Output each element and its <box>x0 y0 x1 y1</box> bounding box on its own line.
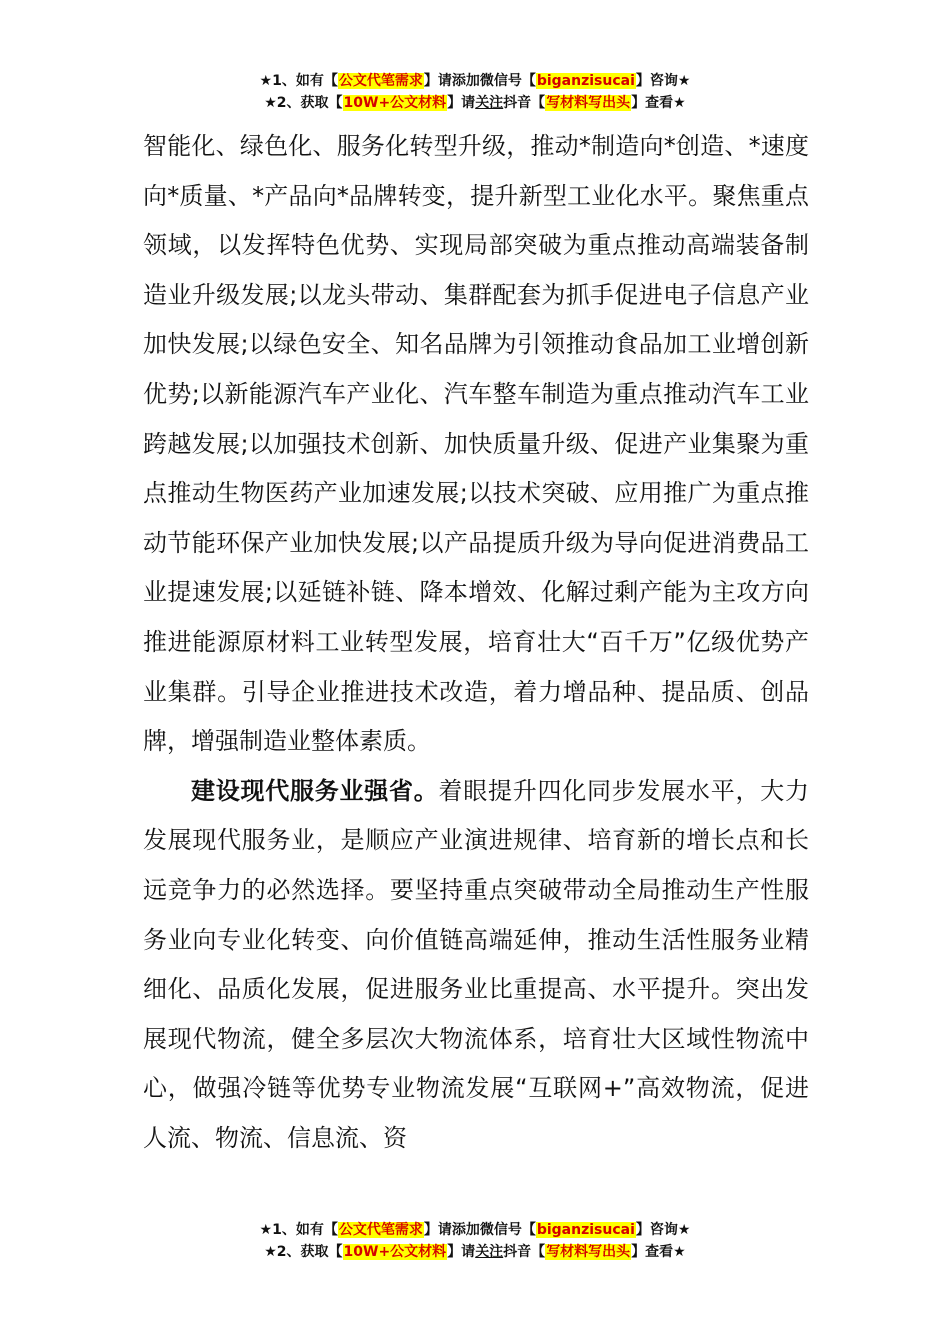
document-body <box>143 122 809 1163</box>
highlight-service: 公文代笔需求 <box>338 73 423 89</box>
paragraph-1: 智能化、绿色化、服务化转型升级，推动*制造向*创造、*速度向*质量、*产品向*品牌转变，提升新型工业化水平。聚焦重点领域，以发挥特色优势、实现局部突破为重点推动高端装备制造业升级发展;以龙头带动、集群配套为抓手促进电子信息产业加快发展;以绿色安全、知名品牌为引领推动食品加工业增创新优势;以新能源汽车产业化、汽车整车制造为重点推动汽车工业跨越发展;以加强技术创新、加快质量升级、促进产业集聚为重点推动生物医药产业加速发展;以技术突破、应用推广为重点推动节能环保产业加快发展;以产品提质升级为导向促进消费品工业提速发展;以延链补链、降本增效、化解过剩产能为主攻方向推进能源原材料工业转型发展，培育壮大“百千万”亿级优势产业集群。引导企业推进技术改造，着力增品种、提品质、创品牌，增强制造业整体素质。 <box>143 132 809 756</box>
banner-text: 抖音【 <box>503 95 546 111</box>
highlight-materials: 10W+公文材料 <box>343 1244 447 1260</box>
banner-text: 】请 <box>447 1244 476 1260</box>
banner-text: 】咨询★ <box>635 1222 691 1238</box>
banner-line-1 <box>0 70 950 92</box>
banner-text: 】请 <box>447 95 476 111</box>
paragraph-2 <box>143 767 809 1164</box>
banner-text: 抖音【 <box>503 1244 546 1260</box>
banner-text: ★2、获取【 <box>264 1244 343 1260</box>
highlight-materials: 10W+公文材料 <box>343 95 447 111</box>
banner-text: 】咨询★ <box>635 73 691 89</box>
banner-text: 】查看★ <box>631 1244 686 1260</box>
banner-text: 】查看★ <box>631 95 686 111</box>
header-banner <box>0 70 950 114</box>
underlined-follow: 关注 <box>475 1244 504 1260</box>
highlight-douyin-account: 写材料写出头 <box>546 95 631 111</box>
banner-text: ★2、获取【 <box>264 95 343 111</box>
highlight-wechat-id: biganzisucai <box>536 73 635 89</box>
highlight-wechat-id: biganzisucai <box>536 1222 635 1238</box>
banner-line-2 <box>0 1241 950 1263</box>
section-heading: 建设现代服务业强省。 <box>191 776 439 805</box>
banner-line-2 <box>0 92 950 114</box>
underlined-follow: 关注 <box>475 95 504 111</box>
banner-text: 】请添加微信号【 <box>423 1222 536 1238</box>
banner-text: ★1、如有【 <box>259 1222 338 1238</box>
banner-text: 】请添加微信号【 <box>423 73 536 89</box>
banner-text: ★1、如有【 <box>259 73 338 89</box>
highlight-douyin-account: 写材料写出头 <box>546 1244 631 1260</box>
highlight-service: 公文代笔需求 <box>338 1222 423 1238</box>
paragraph-2-text: 着眼提升四化同步发展水平，大力发展现代服务业，是顺应产业演进规律、培育新的增长点和长远竞争力的必然选择。要坚持重点突破带动全局推动生产性服务业向专业化转变、向价值链高端延伸，推动生活性服务业精细化、品质化发展，促进服务业比重提高、水平提升。突出发展现代物流，健全多层次大物流体系，培育壮大区域性物流中心，做强冷链等优势专业物流发展“互联网+”高效物流，促进人流、物流、信息流、资 <box>143 776 809 1152</box>
banner-line-1 <box>0 1219 950 1241</box>
footer-banner <box>0 1219 950 1263</box>
